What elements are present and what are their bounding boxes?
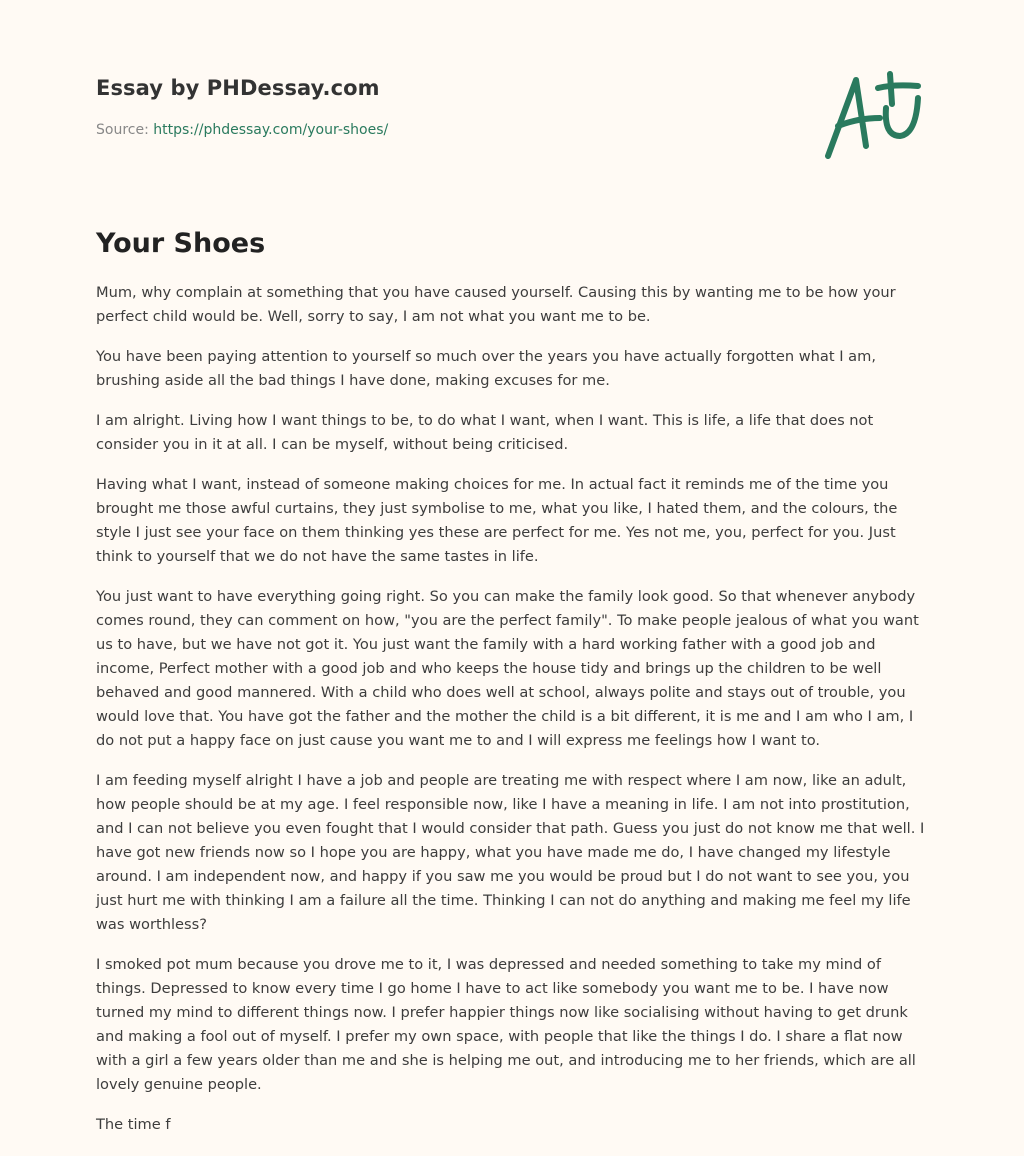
source-line [96, 122, 388, 138]
essay-paragraph: I am feeding myself alright I have a job and people are treating me with respect where I am now, like an adult, how people should be at my age. I feel responsible now, like I have a meaning in life. I am not into prostitution, and I can not believe you even fought that I would consider that path. Guess you just do not know me that well. I have got new friends now so I hope you are happy, what you have made me do, I have changed my lifestyle around. I am independent now, and happy if you saw me you would be proud but I do not want to see you, you just hurt me with thinking I am a failure all the time. Thinking I can not do anything and making me feel my life was worthless? [96, 772, 925, 933]
site-title: Essay by PHDessay.com [96, 76, 380, 100]
essay-paragraph-truncated: The time f [96, 1116, 171, 1133]
essay-paragraph: Having what I want, instead of someone making choices for me. In actual fact it reminds me of the time you brought me those awful curtains, they just symbolise to me, what you like, I hated them, and the colours, the style I just see your face on them thinking yes these are perfect for me. Yes not me, you, perfect for you. Just think to yourself that we do not have the same tastes in life. [96, 476, 898, 565]
essay-paragraph: You have been paying attention to yourself so much over the years you have actually forgotten what I am, brushing aside all the bad things I have done, making excuses for me. [96, 348, 876, 389]
essay-content [96, 228, 932, 1153]
header [96, 76, 388, 138]
essay-paragraph: You just want to have everything going right. So you can make the family look good. So that whenever anybody comes round, they can comment on how, "you are the perfect family". To make people jealous of what you want us to have, but we have not got it. You just want the family with a hard working father with a good job and income, Perfect mother with a good job and who keeps the house tidy and brings up the children to be well behaved and good mannered. With a child who does well at school, always polite and stays out of trouble, you would love that. You have got the father and the mother the child is a bit different, it is me and I am who I am, I do not put a happy face on just cause you want me to and I will express me feelings how I want to. [96, 588, 919, 749]
essay-title: Your Shoes [96, 228, 266, 259]
a-plus-logo-icon [818, 66, 928, 166]
essay-paragraph: Mum, why complain at something that you have caused yourself. Causing this by wanting me to be how your perfect child would be. Well, sorry to say, I am not what you want me to be. [96, 284, 896, 325]
essay-paragraph: I am alright. Living how I want things to be, to do what I want, when I want. This is life, a life that does not consider you in it at all. I can be myself, without being criticised. [96, 412, 874, 453]
essay-paragraph: I smoked pot mum because you drove me to it, I was depressed and needed something to take my mind of things. Depressed to know every time I go home I have to act like somebody you want me to be. I have now turned my mind to different things now. I prefer happier things now like socialising without having to get drunk and making a fool out of myself. I prefer my own space, with people that like the things I do. I share a flat now with a girl a few years older than me and she is helping me out, and introducing me to her friends, which are all lovely genuine people. [96, 956, 916, 1093]
source-link[interactable]: https://phdessay.com/your-shoes/ [153, 122, 389, 138]
source-label: Source: [96, 122, 149, 138]
